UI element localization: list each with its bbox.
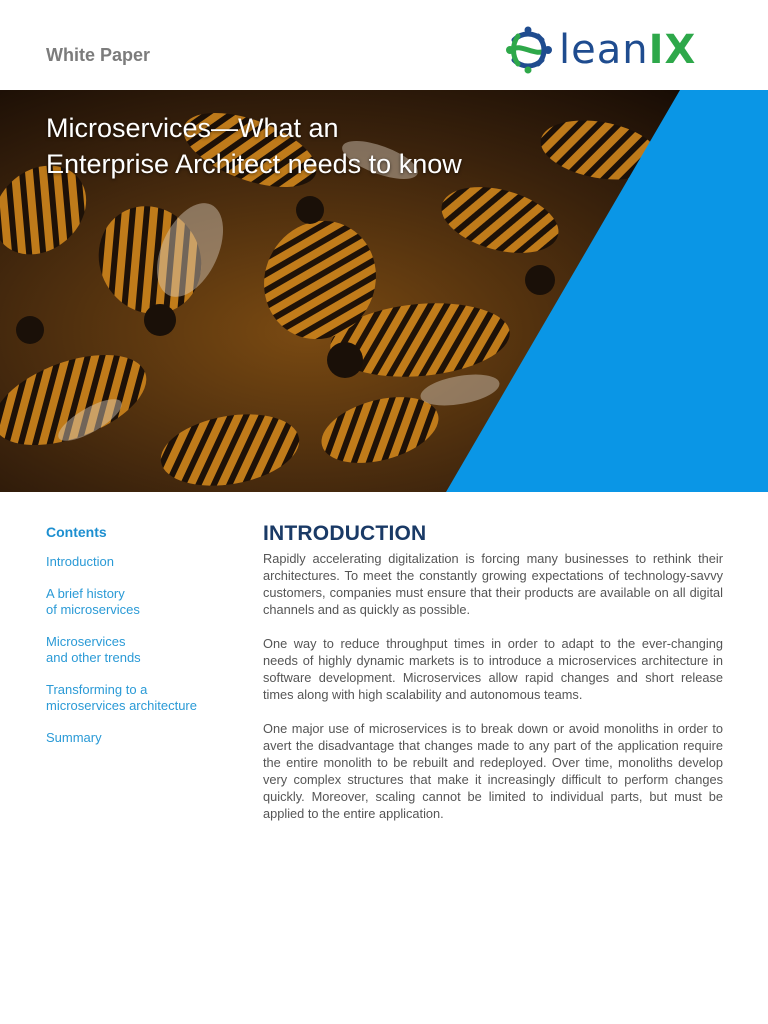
toc-title: Contents	[46, 524, 107, 540]
logo-text-main: lean	[559, 27, 649, 73]
section-title: INTRODUCTION	[263, 522, 427, 545]
paragraph: One major use of microservices is to break down or avoid monoliths in order to avert the disadvantage that changes made to any part of the application require the entire monolith to be rebuilt and redeployed. Over time, monoliths develop very complex structures that make it increasingly difficult to perform changes quickly. Moreover, scaling cannot be limited to individual parts, but must be applied to the entire application.	[263, 721, 723, 821]
hero-banner	[0, 90, 768, 492]
table-of-contents	[46, 524, 236, 762]
toc-link-line: Transforming to a	[46, 682, 148, 697]
main-content	[263, 522, 723, 839]
toc-link-transforming[interactable]	[46, 682, 236, 714]
hero-title-line-2: Enterprise Architect needs to know	[46, 149, 462, 179]
toc-link-introduction[interactable]	[46, 554, 236, 570]
paragraph: Rapidly accelerating digitalization is forcing many businesses to rethink their architectures. To meet the constantly growing expectations of technology-savvy customers, companies must ensure that their products are available on all digital channels and as quickly as possible.	[263, 551, 723, 617]
toc-link-line: A brief history	[46, 586, 125, 601]
toc-link-line: microservices architecture	[46, 698, 197, 713]
toc-link-brief-history[interactable]	[46, 586, 236, 618]
leanix-wordmark	[559, 26, 696, 74]
toc-link-line: Summary	[46, 730, 102, 745]
page-header	[0, 0, 768, 90]
toc-link-line: Introduction	[46, 554, 114, 569]
leanix-logo	[504, 26, 726, 74]
paragraph: One way to reduce throughput times in order to adapt to the ever-changing needs of highly dynamic markets is to introduce a microservices architecture in software development. Microservices allow rapid changes and short release times along with high scalability and autonomous teams.	[263, 636, 723, 702]
toc-link-line: Microservices	[46, 634, 126, 649]
logo-text-accent: IX	[648, 27, 697, 73]
document-type-label: White Paper	[46, 45, 151, 65]
toc-link-line: and other trends	[46, 650, 141, 665]
toc-link-line: of microservices	[46, 602, 140, 617]
leanix-logo-icon	[504, 26, 554, 74]
toc-link-other-trends[interactable]	[46, 634, 236, 666]
hero-title-line-1: Microservices—What an	[46, 113, 339, 143]
toc-link-summary[interactable]	[46, 730, 236, 746]
hero-title	[46, 110, 606, 182]
